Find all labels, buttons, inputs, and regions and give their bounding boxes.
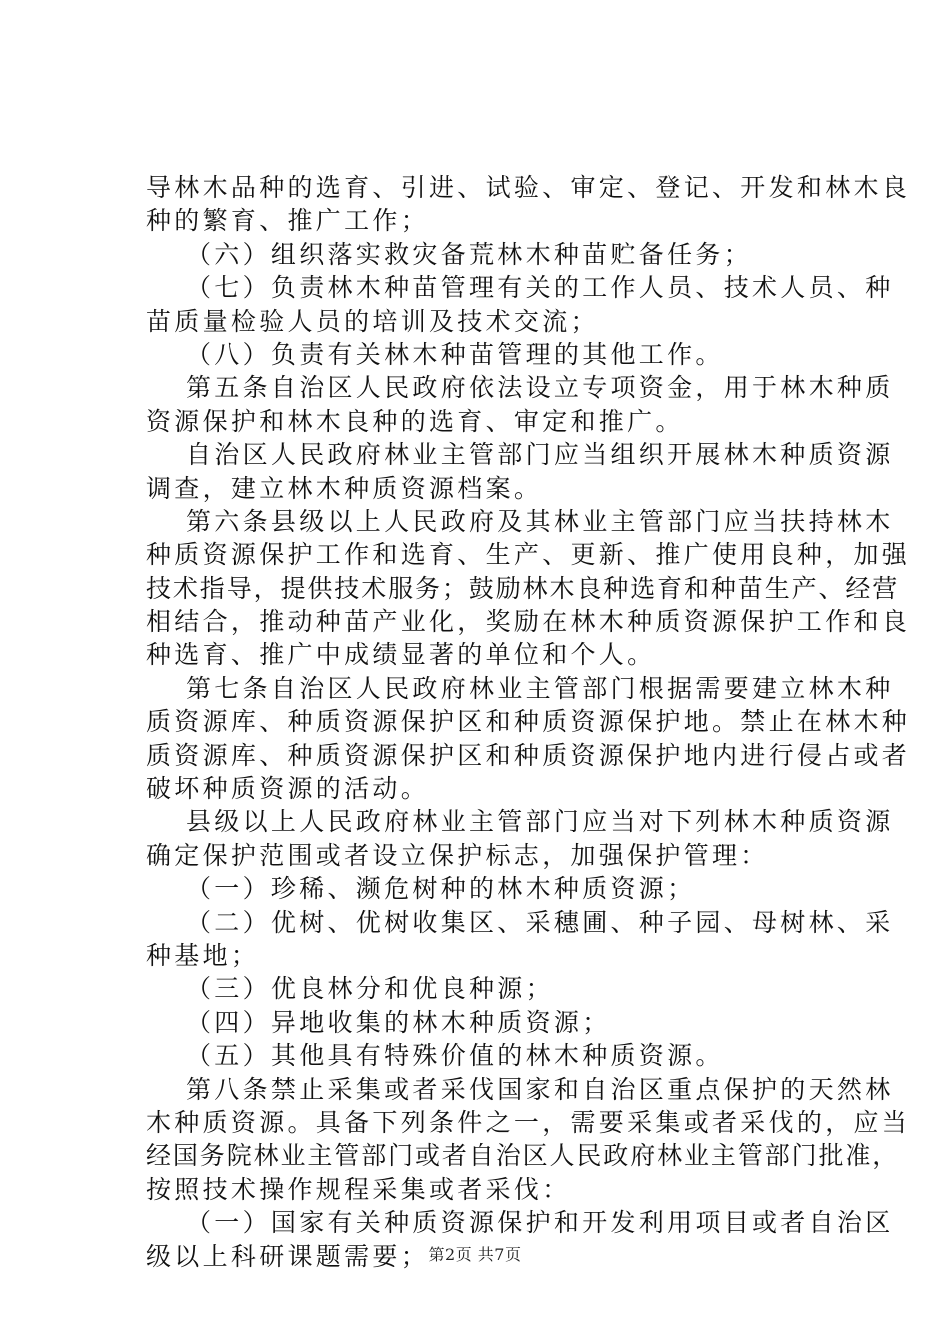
text-line: 种基地；: [146, 940, 260, 970]
text-line: 按照技术操作规程采集或者采伐：: [146, 1174, 571, 1204]
text-line: （一）珍稀、濒危树种的林木种质资源；: [186, 874, 696, 904]
text-line: 自治区人民政府林业主管部门应当组织开展林木种质资源: [186, 440, 894, 470]
text-line: （七）负责林木种苗管理有关的工作人员、技术人员、种: [186, 273, 894, 303]
text-line: 种的繁育、推广工作；: [146, 206, 430, 236]
text-line: 种质资源保护工作和选育、生产、更新、推广使用良种，加强: [146, 540, 911, 570]
text-line: 第八条禁止采集或者采伐国家和自治区重点保护的天然林: [186, 1074, 894, 1104]
page-footer: 第2页 共7页: [428, 1245, 522, 1264]
text-line: 确定保护范围或者设立保护标志，加强保护管理：: [146, 840, 769, 870]
text-line: 县级以上人民政府林业主管部门应当对下列林木种质资源: [186, 807, 894, 837]
text-line: 木种质资源。具备下列条件之一，需要采集或者采伐的，应当: [146, 1107, 911, 1137]
text-line: 质资源库、种质资源保护区和种质资源保护地。禁止在林木种: [146, 707, 911, 737]
text-line: 资源保护和林木良种的选育、审定和推广。: [146, 406, 684, 436]
text-line: 质资源库、种质资源保护区和种质资源保护地内进行侵占或者: [146, 740, 911, 770]
text-line: 相结合，推动种苗产业化，奖励在林木种质资源保护工作和良: [146, 607, 911, 637]
text-line: （三）优良林分和优良种源；: [186, 974, 554, 1004]
text-line: 种选育、推广中成绩显著的单位和个人。: [146, 640, 656, 670]
text-line: 技术指导，提供技术服务；鼓励林木良种选育和种苗生产、经营: [146, 573, 900, 603]
text-line: 调查，建立林木种质资源档案。: [146, 473, 543, 503]
text-line: 破坏种质资源的活动。: [146, 774, 430, 804]
text-line: （五）其他具有特殊价值的林木种质资源。: [186, 1041, 724, 1071]
text-line: 第七条自治区人民政府林业主管部门根据需要建立林木种: [186, 673, 894, 703]
text-line: 第五条自治区人民政府依法设立专项资金，用于林木种质: [186, 373, 894, 403]
document-body: [146, 171, 911, 1273]
text-line: （一）国家有关种质资源保护和开发利用项目或者自治区: [186, 1208, 894, 1238]
text-line: （八）负责有关林木种苗管理的其他工作。: [186, 339, 724, 369]
text-line: 经国务院林业主管部门或者自治区人民政府林业主管部门批准，: [146, 1141, 900, 1171]
text-line: 导林木品种的选育、引进、试验、审定、登记、开发和林木良: [146, 173, 911, 202]
text-line: 苗质量检验人员的培训及技术交流；: [146, 306, 599, 336]
text-line: （二）优树、优树收集区、采穗圃、种子园、母树林、采: [186, 907, 894, 937]
text-line: （四）异地收集的林木种质资源；: [186, 1007, 611, 1037]
text-line: 第六条县级以上人民政府及其林业主管部门应当扶持林木: [186, 506, 894, 536]
text-line: （六）组织落实救灾备荒林木种苗贮备任务；: [186, 239, 753, 269]
text-line: 级以上科研课题需要；: [146, 1241, 430, 1271]
